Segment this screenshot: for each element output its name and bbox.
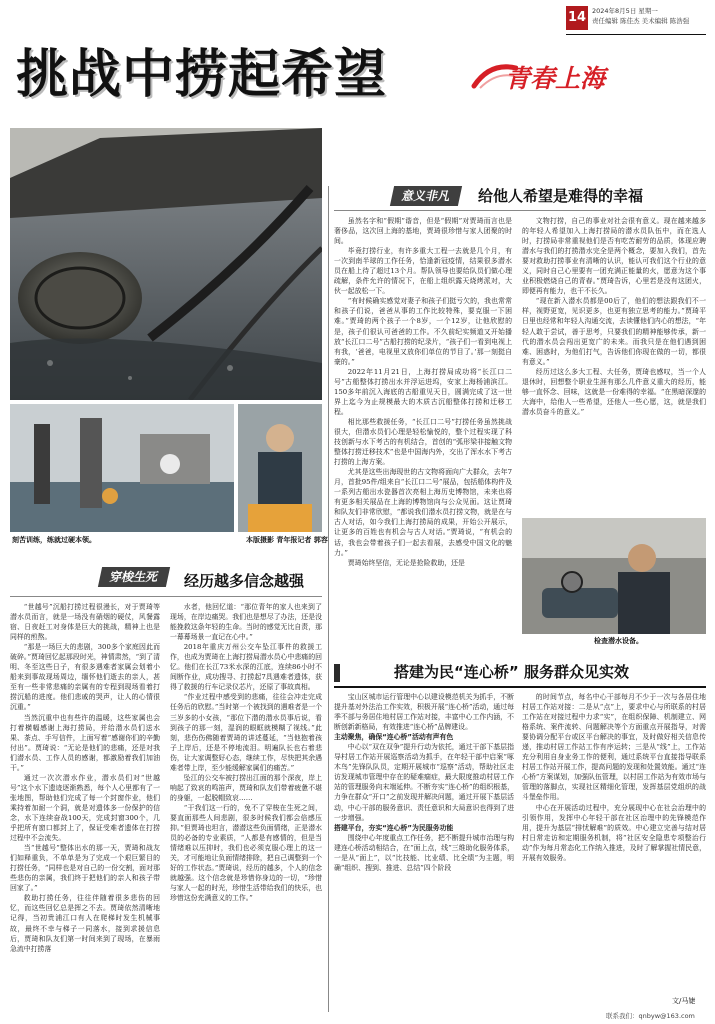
photo-caption-equipment: 检查潜水设备。 (594, 637, 643, 645)
section1-column-2 (522, 216, 706, 512)
photo-caption-training: 刻苦训练，练就过硬本领。 (12, 536, 96, 544)
paragraph: 中心以“双在双争”提升行动为依托，通过干部下基层指导村居工作站开展巡察活动为抓手，在年轻干部中启案“啄木鸟”先锋队队员，定期开展城市“巡察”活动，帮助社区走访发现城市管理中存在的疑难痼症，最大限度推动村居工作站的管理服务向末端延伸。不断夯实“连心桥”的组织根基，力争在群众“开口”之前发现并解决问题，通过开展下基层活动，中心干部的服务意识、责任意识和大局意识也得到了进一步增强。 (334, 743, 514, 822)
editors-line: 责任编辑 陈佳杰 美术编辑 陈浩强 (592, 17, 690, 25)
section1-label: 意义非凡 (390, 186, 462, 206)
paragraph: “干我们这一行的，免不了穿梭在生死之间，要直面那些人间悲剧，很多时候我们都会倍感压抑。”但贾琦也坦言，潜潜这些负面情绪，正是潜水员的必备的专业素质，“人都是有感情的，但是当情绪难以压抑时，我们也必须克服心理上的这一关，才可能地让负面情绪排除，把自己调整到一个好的工作状态。”贾琦说，经历的越多，个人的信念就越强。这个信念就是珍惜你身边的一切，“珍惜与家人一起的时光，珍惜生活带给我们的快乐，也珍惜这份充满意义的工作。” (170, 803, 322, 903)
paragraph: 水者，他回忆道：“那位青年的家人也来到了现场，在岸边痛哭。我们也是想尽了办法，还是没能挽救这条年轻的生命。当时的感觉无比自责，那一幕幕场景一直记在心中。” (170, 603, 322, 642)
subheading: 主动聚焦，确保“连心桥”活动有声有色 (334, 733, 454, 742)
main-photo-salvage-hatch (10, 128, 322, 400)
paragraph: 坠江的公交车被打捞出江面的那个深夜，岸上响起了致哀的鸣笛声，贾琦和队友们带着疲惫不堪的身躯，一起脱帽致哀…… (170, 773, 322, 802)
subheading: 搭建平台，夯实“连心桥”为民服务功能 (334, 823, 454, 832)
section3-column-2 (522, 692, 706, 992)
section1-rule (334, 210, 706, 211)
paragraph: 围绕中心年度重点工作任务，把不断提升城市治理与构建连心桥活动相结合，在“面上点，线”三维助化服务体系，一是从“面上”，以“比技能、比业绩、比全绩”为主题，明确“组织、搜到、推进、总结”四个阶段 (334, 833, 514, 872)
section2-label: 穿梭生死 (98, 567, 170, 587)
paragraph: 尤其是这些出海现世的古文物将面向广大群众，去年7月，首批95件/组来自“长江口二号”展品，包括船体构件及一系列古船出水瓷器首次亮相上海历史博物馆，未来也将有更多相关展品在上海的博物馆向与公众见面。这让贾琦和队友们非常欣慰，“都说我们潜水员打捞文物，就是在与古人对话，如今我们上海打捞局的成果，开始公开展示，让更多的百姓也有机会与古人对话。”贾琦说，“有机会的话，我也会带着孩子们一起去看展，去感受中国文化的魅力。” (334, 468, 512, 557)
column-divider (328, 186, 329, 1012)
paragraph: 经历过这么多大工程、大任务，贾琦也感叹，当一个人退休时，回想整个职业生涯有那么几件意义重大的经历，能够一直怀念、回味，这就是一份难得的幸福。“在黑暗深邃的大海中，给他人一些希望，还他人一些心愿，这，就是我们潜水员奋斗的意义。” (522, 367, 706, 416)
paragraph: 相比那些救援任务，“长江口二号”打捞任务虽然挑战很大，但潜水员们心理是轻松愉悦的，整个过程实现了科技创新与水下考古的有机结合，首创的“弧形梁非接触文物整体打捞迁移技术”也是中国海内外，交出了浑水水下考古打捞的上海方案。 (334, 417, 512, 467)
paragraph: 文物打捞，自己的事业对社会很有意义。现在越来越多的年轻人希望加入上海打捞局的潜水员队伍中，而在选人时，打捞局非常重视他们是否有吃苦耐劳的品质，体现应聘潜水与我们的打捞潜水完全是两个概念，要加入我们，首先要对救助打捞事业有清晰的认识，能认可我们这个行业的意义，同时自己心里要有一团充满正能量的火，愿意为这个事业积极燃烧自己的青春。”贾琦告诉，心里若是没有这团火，即便再有能力，也干不长久。 (522, 217, 706, 296)
paragraph: 宝山区城市运行管理中心以建设模范机关为抓手，不断提升基对外法治工作实效，积极开展“连心桥”活动，通过每季不部与务居住地村居工作站对接，丰富中心工作内涵，不断创新新格局，有效推进“连心桥”品牌建设。 (334, 693, 514, 732)
paragraph: 当“世越号”整体出水的那一天，贾琦和战友们如释重负，不单单是为了完成一个艰巨繁目的打捞任务，“同样也是对自己的一份交割，面对那些悲伤的亲属，我们终于把他们的亲人和孩子带回家了。” (10, 844, 160, 893)
photo-equipment-check (522, 518, 706, 634)
photo-training-pool (10, 404, 234, 532)
section3-rule (334, 686, 706, 688)
paragraph: 救助打捞任务，往往伴随着很多悲伤的回忆，而这些回忆总是挥之不去。贾琦依然清晰地记得，当初贵浦江口有人在爬梯时发生机械事故，最终不幸与梯子一同落水，接到求援信息后，贾琦和队友们第一时间来到了现场，在暴雨急流中打捞落 (10, 894, 160, 953)
section2-column-2 (170, 602, 322, 1012)
page-number: 14 (566, 6, 588, 30)
paragraph: 中心在开展活动过程中，充分展现中心在社会治理中的引领作用，发挥中心年轻干部在社区治理中的先锋模范作用，提升为基层“排忧解难”的质效。中心建立完善与结对居村日常走访和定期服务机制，将“社区安全隐患专项整治行动”作为每月常态化工作纳入推进，及时了解掌握社情民意，开展有效服务。 (522, 803, 706, 862)
header-rule (566, 34, 706, 35)
section2-column-1 (10, 602, 160, 1012)
paragraph: 虽然名字和“假期”谐音，但是“假期”对贾琦而言也是奢侈品，这次回上海的基地，贾琦很珍惜与家人团聚的时间。 (334, 217, 512, 246)
paragraph: “现在新入潜水员都是00后了，他们的想法跟我们不一样，视野更宽，见识更多，也更有独立思考的能力。”贾琦平日里也经常和年轻人沟通交流，去读懂他们内心的想法，“年轻人敢于尝试，善于思考，只要我们的精神能够传承，新一代的潜水员会闯出更宽广的未来。而我只是在他们遇到困难、困惑时，为他们打气，告诉他们你现在做的一切，都很有意义。” (522, 297, 706, 366)
section3-byline: 文/马婕 (672, 997, 696, 1005)
section2-rule (10, 596, 322, 597)
paragraph: “世越号”沉船打捞过程很漫长，对于贾琦等潜水员而言，就是一场没有硝烟的硬仗，风餐露宿、日夜赶工对身体是巨大的挑战，精神上也是同样的煎熬。 (10, 603, 160, 642)
section2-title: 经历越多信念越强 (184, 572, 305, 590)
brand-logo: 青春上海 (505, 64, 606, 93)
paragraph: “有时候确实感觉对妻子和孩子们挺亏欠的，我也常常和孩子们说，爸爸从事的工作比较特殊，要克服一下困难。”贾琦的两个孩子一个8岁，一个12岁，让他欣慰的是，孩子们很认可爸爸的工作。不久前纪实频道又开始播放“长江口二号”古船打捞的纪录片，“孩子们一看到电视上有我，‘爸爸，电视里又放你们单位的节目了。’那一刻挺自豪的。” (334, 297, 512, 366)
section3-column-1 (334, 692, 514, 1008)
paragraph: 2022年11月21日，上海打捞局成功将“长江口二号”古船整体打捞出水并浮运进坞，安家上海杨浦滨江。150多年前沉入海底的古船重见天日，圆满完成了这一世界上迄今为止规模最大的木质古沉船整体打捞和迁移工程。 (334, 367, 512, 416)
section3-accent-bar (334, 664, 340, 682)
section1-title: 给他人希望是难得的幸福 (478, 187, 644, 205)
section1-column-1 (334, 216, 512, 646)
paragraph: 2018年重庆万州公交车坠江事件的救援工作，也成为贾琦在上海打捞局潜水员心中悲痛的回忆。他们在长江73米水深的江底，连续86小时不间断作业，成功搜寻、打捞起7具遇难者遗体，获得了救援的行车记录仪芯片，还原了事故真相。 (170, 643, 322, 692)
masthead-meta (592, 6, 712, 26)
paragraph: 的时间节点，每名中心干部每月不少于一次与各居住地村居工作站对接：二是从“点”上，要求中心与所联系的村居工作站在对接过程中力求“实”，在组织保障、机制建立、网格系统、案件流转、问题解决等个方面重点开展指导，对需要协调分配平台或区平台解决的事宜，及时做好相关信息传递，推动村居工作站工作有序运转；三是从“线”上，工作站充分利用自身业务工作的便利，通过系统平台直接指导联系村居工作站开展工作，提高问题的发现和处置效能。通过“连心桥”方案谋划，加强队伍管理，以村居工作站为有效市场与管理的落脚点，实现社区精细化管理，发挥基层党组织的战斗堡垒作用。 (522, 693, 706, 802)
photo-credit: 本版摄影 青年报记者 郭容 (246, 536, 328, 544)
paragraph: “作业过程中感受到的悲痛，往往会冲走完成任务后的欣慰。”当时第一个被找到的遇难者是一个三岁多的小女孩，“那位下潜的潜水员事后说，看到孩子的那一刻，湿润的眼眶就模糊了视线。”此刻，悲伤伤佛随着贾琦的讲述蔓延，“当他抱着孩子上岸后，还是不停地流泪。明遍队长也右着悲伤，让大家调整好心态，继续工作，尽快把其余遇难者带上岸，至少能缓解家属们的痛苦。” (170, 693, 322, 772)
date-line: 2024年8月5日 星期一 (592, 7, 658, 15)
photo-diver-suit (238, 404, 322, 532)
paragraph: 毕竟打捞行业，有许多重大工程一去就是几个月，有一次到南半球的工作任务，恰逢新冠疫情，结果很多潜水员在船上待了超过13个月。帮队领导也要给队员们做心理疏解，条件允许的情况下，在船上组织露天烧烤派对，大伙一起放松一下。 (334, 247, 512, 296)
footer-contact: 联系我们：qnbyw@163.com (606, 1012, 695, 1020)
page-headline: 挑战中捞起希望 (16, 45, 388, 105)
paragraph: 当然沉重中也有些许的温暖，这些家属也会打着横幅感谢上海打捞局，并给潜水员们送水果、茶点、手写信件，上面写着“感谢你们的辛勤付出”。贾琦说：“无论是他们的悲痛，还是对我们潜水员、工作人员的感谢，都激励着我们加油干。” (10, 713, 160, 772)
paragraph: 通过一次次潜水作业，潜水员们对“世越号”这个水下遗迹逐渐熟悉，每个人心里都有了一张地图，帮助他们完成了每一个封窗作业，他们乘持着加耐一个洞，就是对遗体多一份保护的信念，水下连续奋战100天，完成封窗300个，几乎把所有窗口都封上了，保证受难者遗体在打捞过程中不会流失。 (10, 773, 160, 843)
section3-title: 搭建为民“连心桥” 服务群众见实效 (394, 663, 629, 681)
paragraph: 贾琦始终坚信，无论是抢险救助，还是 (347, 558, 465, 567)
paragraph: “那是一场巨大的悲剧，300多个家庭因此而破碎。”贾琦回忆起那段时光，神情肃然，“到了清明、冬至这些日子，有很多遇难者家属会划着小船来到事故现场周边，缅怀他们逝去的亲人，甚至有一些非常悲痛的亲属有的专程到现场看着打捞沉船的进度。他们悲戚的哭声，让人的心情很沉重。” (10, 643, 160, 712)
